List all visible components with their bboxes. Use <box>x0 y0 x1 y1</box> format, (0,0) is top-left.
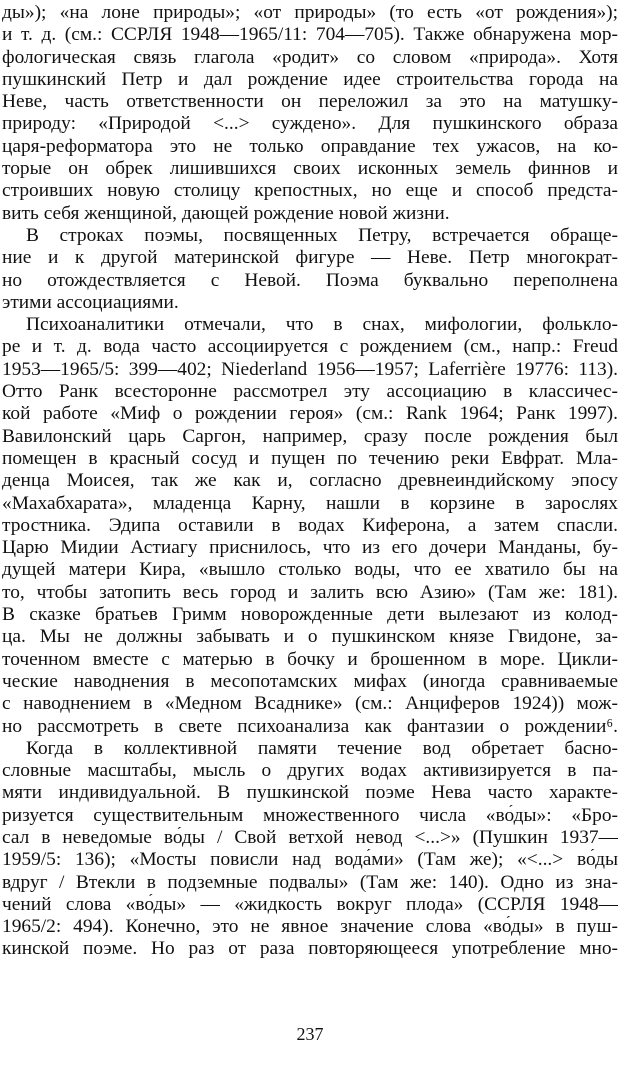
text-line: вить себя женщиной, дающей рождение новой жизни. <box>2 202 450 224</box>
text-line: тростника. Эдипа оставили в водах Киферона, а затем спасли. <box>2 514 618 536</box>
text-line: но рассмотреть в свете психоанализа как фантазии о рождении⁶. <box>2 715 618 737</box>
text-line: В строках поэмы, посвященных Петру, встречается обраще- <box>26 224 618 246</box>
text-line: ческие наводнения в месопотамских мифах (иногда сравниваемые <box>2 670 618 692</box>
text-line: чений слова «во́ды» — «жидкость вокруг плода» (ССРЛЯ 1948— <box>2 893 618 915</box>
text-line: ды»); «на лоне природы»; «от природы» (то есть «от рождения»); <box>2 2 618 23</box>
text-line: Отто Ранк всесторонне рассмотрел эту ассоциацию в классичес- <box>2 381 618 403</box>
text-line: Когда в коллективной памяти течение вод обретает басно- <box>26 737 618 759</box>
text-line: торые он обрек лишившихся своих исконных земель финнов и <box>2 158 618 180</box>
text-line: помещен в красный сосуд и пущен по течению реки Евфрат. Мла- <box>2 447 618 469</box>
text-line: ние и к другой материнской фигуре — Неве. Петр многократ- <box>2 247 618 269</box>
text-line: и т. д. (см.: ССРЛЯ 1948—1965/11: 704—705). Также обнаружена мор- <box>2 24 618 46</box>
text-line: ре и т. д. вода часто ассоциируется с рождением (см., напр.: Freud <box>2 336 618 358</box>
text-line: строивших новую столицу крепостных, но еще и способ предста- <box>2 180 618 202</box>
text-line: Неве, часть ответственности он переложил за это на матушку- <box>2 91 618 113</box>
text-line: кинской поэме. Но раз от раза повторяющееся употребление мно- <box>2 938 618 960</box>
text-line: В сказке братьев Гримм новорожденные дети вылезают из колод- <box>2 604 618 626</box>
text-line: вдруг / Втекли в подземные подвалы» (Там же: 140). Одно из зна- <box>2 871 618 893</box>
text-line: денца Моисея, так же как и, согласно древнеиндийскому эпосу <box>2 470 618 492</box>
text-line: то, чтобы затопить весь город и залить всю Азию» (Там же: 181). <box>2 581 618 603</box>
text-line: Психоаналитики отмечали, что в снах, мифологии, фолькло- <box>26 314 618 336</box>
text-line: но отождествляется с Невой. Поэма буквально переполнена <box>2 269 618 291</box>
text-line: 1959/5: 136); «Мосты повисли над вода́ми» (Там же); «<...> во́ды <box>2 849 618 871</box>
text-line: кой работе «Миф о рождении героя» (см.: Rank 1964; Ранк 1997). <box>2 403 618 425</box>
text-line: дущей матери Кира, «вышло столько воды, что ее хватило бы на <box>2 559 618 581</box>
text-line: 1965/2: 494). Конечно, это не явное значение слова «во́ды» в пуш- <box>2 916 618 938</box>
body-text <box>2 2 618 961</box>
text-line: ца. Мы не должны забывать и о пушкинском князе Гвидоне, за- <box>2 626 618 648</box>
text-line: фологическая связь глагола «родит» со словом «природа». Хотя <box>2 46 618 68</box>
text-line: царя-реформатора это не только оправдание тех ужасов, на ко- <box>2 135 618 157</box>
text-line: мяти индивидуальной. В пушкинской поэме Нева часто характе- <box>2 782 618 804</box>
text-line: словные масштабы, мысль о других водах активизируется в па- <box>2 760 618 782</box>
text-line: Вавилонский царь Саргон, например, сразу после рождения был <box>2 425 618 447</box>
page-number: 237 <box>296 1024 324 1044</box>
text-line: «Махабхарата», младенца Карну, нашли в корзине в зарослях <box>2 492 618 514</box>
text-line: точенном вместе с матерью в бочку и брошенном в море. Цикли- <box>2 648 618 670</box>
text-line: природу: «Природой <...> суждено». Для пушкинского образа <box>2 113 618 135</box>
text-line: сал в неведомые во́ды / Свой ветхой невод <...>» (Пушкин 1937— <box>2 826 618 848</box>
text-line: этими ассоциациями. <box>2 291 179 313</box>
text-line: с наводнением в «Медном Всаднике» (см.: Анциферов 1924)) мож- <box>2 693 618 715</box>
text-line: пушкинский Петр и дал рождение идее строительства города на <box>2 68 618 90</box>
text-line: 1953—1965/5: 399—402; Niederland 1956—1957; Laferrière 19776: 113). <box>2 358 618 380</box>
text-line: Царю Мидии Астиагу приснилось, что из его дочери Манданы, бу- <box>2 537 618 559</box>
text-line: ризуется существительным множественного числа «во́ды»: «Бро- <box>2 804 618 826</box>
